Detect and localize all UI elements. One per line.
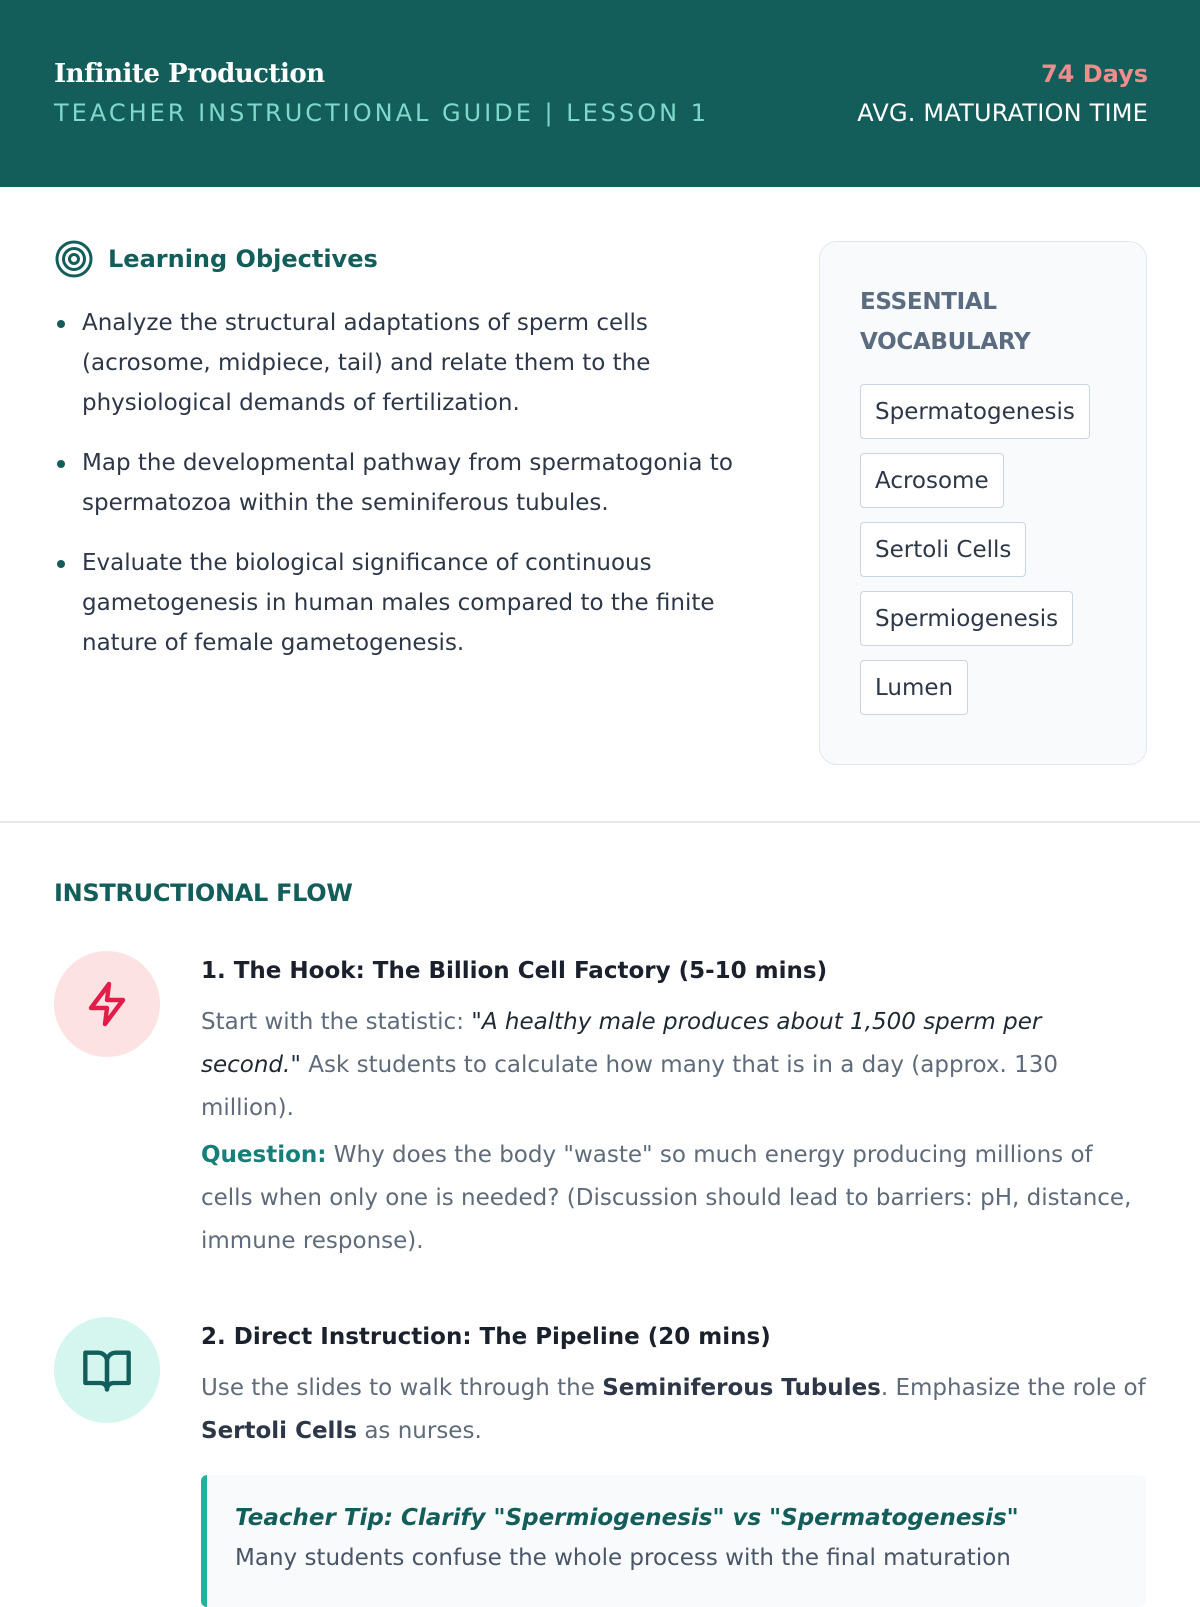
objective-item: Map the developmental pathway from spermatogonia to spermatozoa within the seminiferous tubules. bbox=[54, 443, 774, 523]
vocab-term: Spermiogenesis bbox=[860, 591, 1073, 646]
book-icon bbox=[54, 1317, 160, 1423]
page-header bbox=[0, 0, 1200, 187]
step-text: as nurses. bbox=[357, 1418, 482, 1444]
vocabulary-card bbox=[819, 241, 1147, 765]
guide-subtitle: TEACHER INSTRUCTIONAL GUIDE | LESSON 1 bbox=[54, 99, 709, 127]
objective-item: Analyze the structural adaptations of sperm cells (acrosome, midpiece, tail) and relate them to the physiological demands of fertilization. bbox=[54, 303, 774, 423]
step-hook bbox=[54, 951, 1146, 1263]
vocab-term: Acrosome bbox=[860, 453, 1004, 508]
target-icon bbox=[54, 239, 94, 279]
step-text: Ask students to calculate how many that is in a day (approx. 130 million). bbox=[201, 1052, 1059, 1121]
vocabulary-title: ESSENTIAL VOCABULARY bbox=[860, 289, 1031, 355]
tip-title: Teacher Tip: Clarify "Spermiogenesis" vs "Spermatogenesis" bbox=[235, 1505, 1019, 1531]
overview-section bbox=[0, 187, 1200, 823]
step-text: Use the slides to walk through the bbox=[201, 1375, 603, 1401]
vocab-term: Spermatogenesis bbox=[860, 384, 1090, 439]
step-title: 1. The Hook: The Billion Cell Factory (5-10 mins) bbox=[201, 958, 828, 984]
objectives-title-row bbox=[54, 239, 774, 279]
step-text: . Emphasize the role of bbox=[880, 1375, 1146, 1401]
statistic-quote: "A healthy male produces about 1,500 sperm per second." bbox=[201, 1009, 1042, 1078]
objectives-heading: Learning Objectives bbox=[108, 245, 378, 273]
question-body bbox=[201, 1134, 1146, 1263]
vocabulary-list bbox=[860, 384, 1106, 729]
key-term: Sertoli Cells bbox=[201, 1418, 358, 1444]
brand-title: Infinite Production bbox=[54, 59, 325, 89]
step-body bbox=[201, 1367, 1146, 1453]
stat-label: AVG. MATURATION TIME bbox=[857, 99, 1148, 127]
key-term: Seminiferous Tubules bbox=[602, 1375, 881, 1401]
step-text: Start with the statistic: bbox=[201, 1009, 472, 1035]
lightning-icon bbox=[54, 951, 160, 1057]
maturation-stat bbox=[857, 58, 1148, 128]
objective-item: Evaluate the biological significance of continuous gametogenesis in human males compared to the finite nature of female gametogenesis. bbox=[54, 543, 774, 663]
instructional-flow bbox=[0, 879, 1200, 1607]
step-direct-instruction bbox=[54, 1317, 1146, 1607]
question-label: Question: bbox=[201, 1142, 327, 1168]
vocab-term: Lumen bbox=[860, 660, 968, 715]
tip-body: Many students confuse the whole process with the final maturation bbox=[235, 1545, 1011, 1571]
flow-title: INSTRUCTIONAL FLOW bbox=[54, 879, 353, 907]
learning-objectives bbox=[54, 239, 774, 683]
objectives-list bbox=[54, 303, 774, 663]
stat-value: 74 Days bbox=[1040, 60, 1148, 88]
teacher-tip bbox=[201, 1475, 1146, 1607]
vocab-term: Sertoli Cells bbox=[860, 522, 1026, 577]
question-text: Why does the body "waste" so much energy producing millions of cells when only one is needed? (Discussion should lead to barriers: pH, distance, immune response). bbox=[201, 1142, 1132, 1254]
step-body bbox=[201, 1001, 1146, 1130]
step-title: 2. Direct Instruction: The Pipeline (20 mins) bbox=[201, 1324, 771, 1350]
